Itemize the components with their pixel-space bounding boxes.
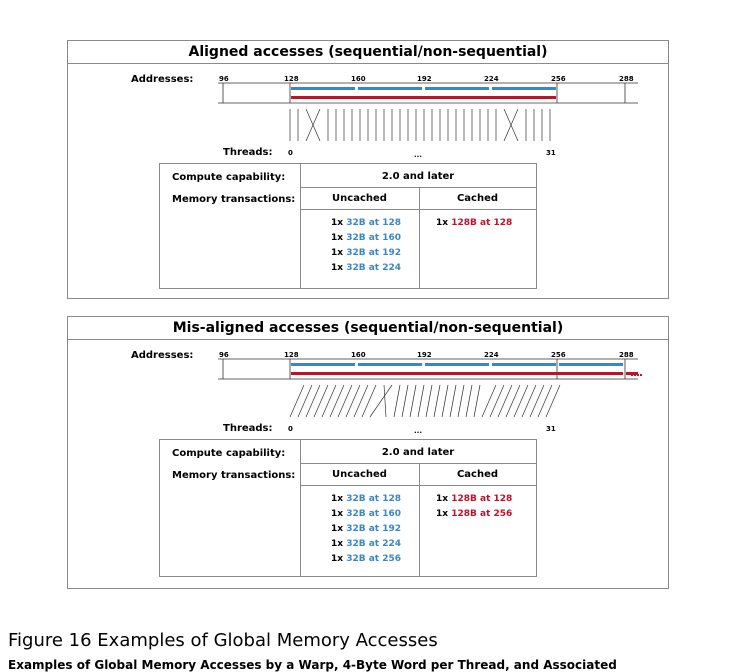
uncached-transaction: 1x 32B at 160 — [331, 233, 402, 243]
uncached-segment — [358, 363, 422, 366]
aligned-addresses-label: Addresses: — [131, 74, 194, 85]
misaligned-tick-160: 160 — [351, 351, 366, 359]
misaligned-memory-diagram — [68, 317, 668, 437]
misaligned-capability-label: Compute capability: — [172, 448, 286, 459]
uncached-segment — [358, 87, 422, 90]
aligned-capability-value: 2.0 and later — [381, 171, 455, 182]
misaligned-capability-value: 2.0 and later — [381, 447, 455, 458]
misaligned-info-table — [159, 439, 537, 577]
misaligned-thread-first: 0 — [288, 425, 293, 433]
misaligned-transactions-label: Memory transactions: — [172, 470, 296, 481]
aligned-tick-128: 128 — [284, 75, 299, 83]
misaligned-uncached-segments — [291, 363, 623, 366]
misaligned-tick-224: 224 — [484, 351, 499, 359]
misaligned-thread-last: 31 — [546, 425, 556, 433]
misaligned-tick-96: 96 — [219, 351, 229, 359]
aligned-thread-last: 31 — [546, 149, 556, 157]
misaligned-panel-title: Mis-aligned accesses (sequential/non-sequential) — [68, 317, 668, 340]
uncached-segment — [291, 87, 355, 90]
aligned-transactions-label: Memory transactions: — [172, 194, 296, 205]
aligned-cached-segment — [291, 96, 556, 99]
cached-transaction: 1x 128B at 128 — [436, 218, 513, 228]
misaligned-tick-192: 192 — [417, 351, 432, 359]
figure-subcaption: Examples of Global Memory Accesses by a Warp, 4-Byte Word per Thread, and Associated — [8, 658, 617, 672]
aligned-info-table — [159, 163, 537, 289]
uncached-segment — [559, 363, 623, 366]
misaligned-cached-continuation — [626, 372, 642, 376]
aligned-tick-288: 288 — [619, 75, 634, 83]
uncached-segment — [425, 363, 489, 366]
uncached-transaction: 1x 32B at 192 — [331, 524, 402, 534]
misaligned-accesses-panel — [67, 316, 669, 589]
aligned-uncached-header: Uncached — [332, 193, 387, 204]
misaligned-uncached-header: Uncached — [332, 469, 387, 480]
uncached-segment — [492, 363, 556, 366]
uncached-transaction: 1x 32B at 256 — [331, 554, 402, 564]
misaligned-tick-128: 128 — [284, 351, 299, 359]
uncached-transaction: 1x 32B at 128 — [331, 494, 402, 504]
aligned-thread-ellipsis: ... — [414, 151, 422, 159]
aligned-accesses-panel — [67, 40, 669, 299]
uncached-transaction: 1x 32B at 192 — [331, 248, 402, 258]
aligned-tick-224: 224 — [484, 75, 499, 83]
uncached-segment — [291, 363, 355, 366]
uncached-transaction: 1x 32B at 224 — [331, 263, 402, 273]
aligned-tick-96: 96 — [219, 75, 229, 83]
figure-caption: Figure 16 Examples of Global Memory Accesses — [8, 630, 438, 651]
aligned-memory-diagram — [68, 41, 668, 161]
aligned-thread-first: 0 — [288, 149, 293, 157]
misaligned-thread-arrows — [290, 385, 560, 417]
misaligned-tick-288: 288 — [619, 351, 634, 359]
aligned-threads-label: Threads: — [223, 147, 273, 158]
misaligned-tick-256: 256 — [551, 351, 566, 359]
aligned-capability-label: Compute capability: — [172, 172, 286, 183]
cached-transaction: 1x 128B at 128 — [436, 494, 513, 504]
misaligned-addresses-label: Addresses: — [131, 350, 194, 361]
aligned-tick-256: 256 — [551, 75, 566, 83]
aligned-cached-header: Cached — [456, 193, 499, 204]
uncached-segment — [425, 87, 489, 90]
misaligned-thread-ellipsis: ... — [414, 427, 422, 435]
misaligned-cached-segment — [291, 372, 623, 375]
aligned-uncached-list — [331, 216, 401, 276]
uncached-transaction: 1x 32B at 224 — [331, 539, 402, 549]
uncached-transaction: 1x 32B at 128 — [331, 218, 402, 228]
aligned-tick-192: 192 — [417, 75, 432, 83]
aligned-panel-title: Aligned accesses (sequential/non-sequential) — [68, 41, 668, 64]
misaligned-uncached-list — [331, 492, 401, 567]
uncached-segment — [492, 87, 556, 90]
misaligned-cached-list — [436, 492, 512, 522]
uncached-transaction: 1x 32B at 160 — [331, 509, 402, 519]
misaligned-cached-header: Cached — [456, 469, 499, 480]
misaligned-threads-label: Threads: — [223, 423, 273, 434]
aligned-cached-list — [436, 216, 512, 231]
aligned-tick-160: 160 — [351, 75, 366, 83]
aligned-thread-arrows — [290, 109, 550, 141]
aligned-uncached-segments — [291, 87, 556, 90]
cached-transaction: 1x 128B at 256 — [436, 509, 513, 519]
